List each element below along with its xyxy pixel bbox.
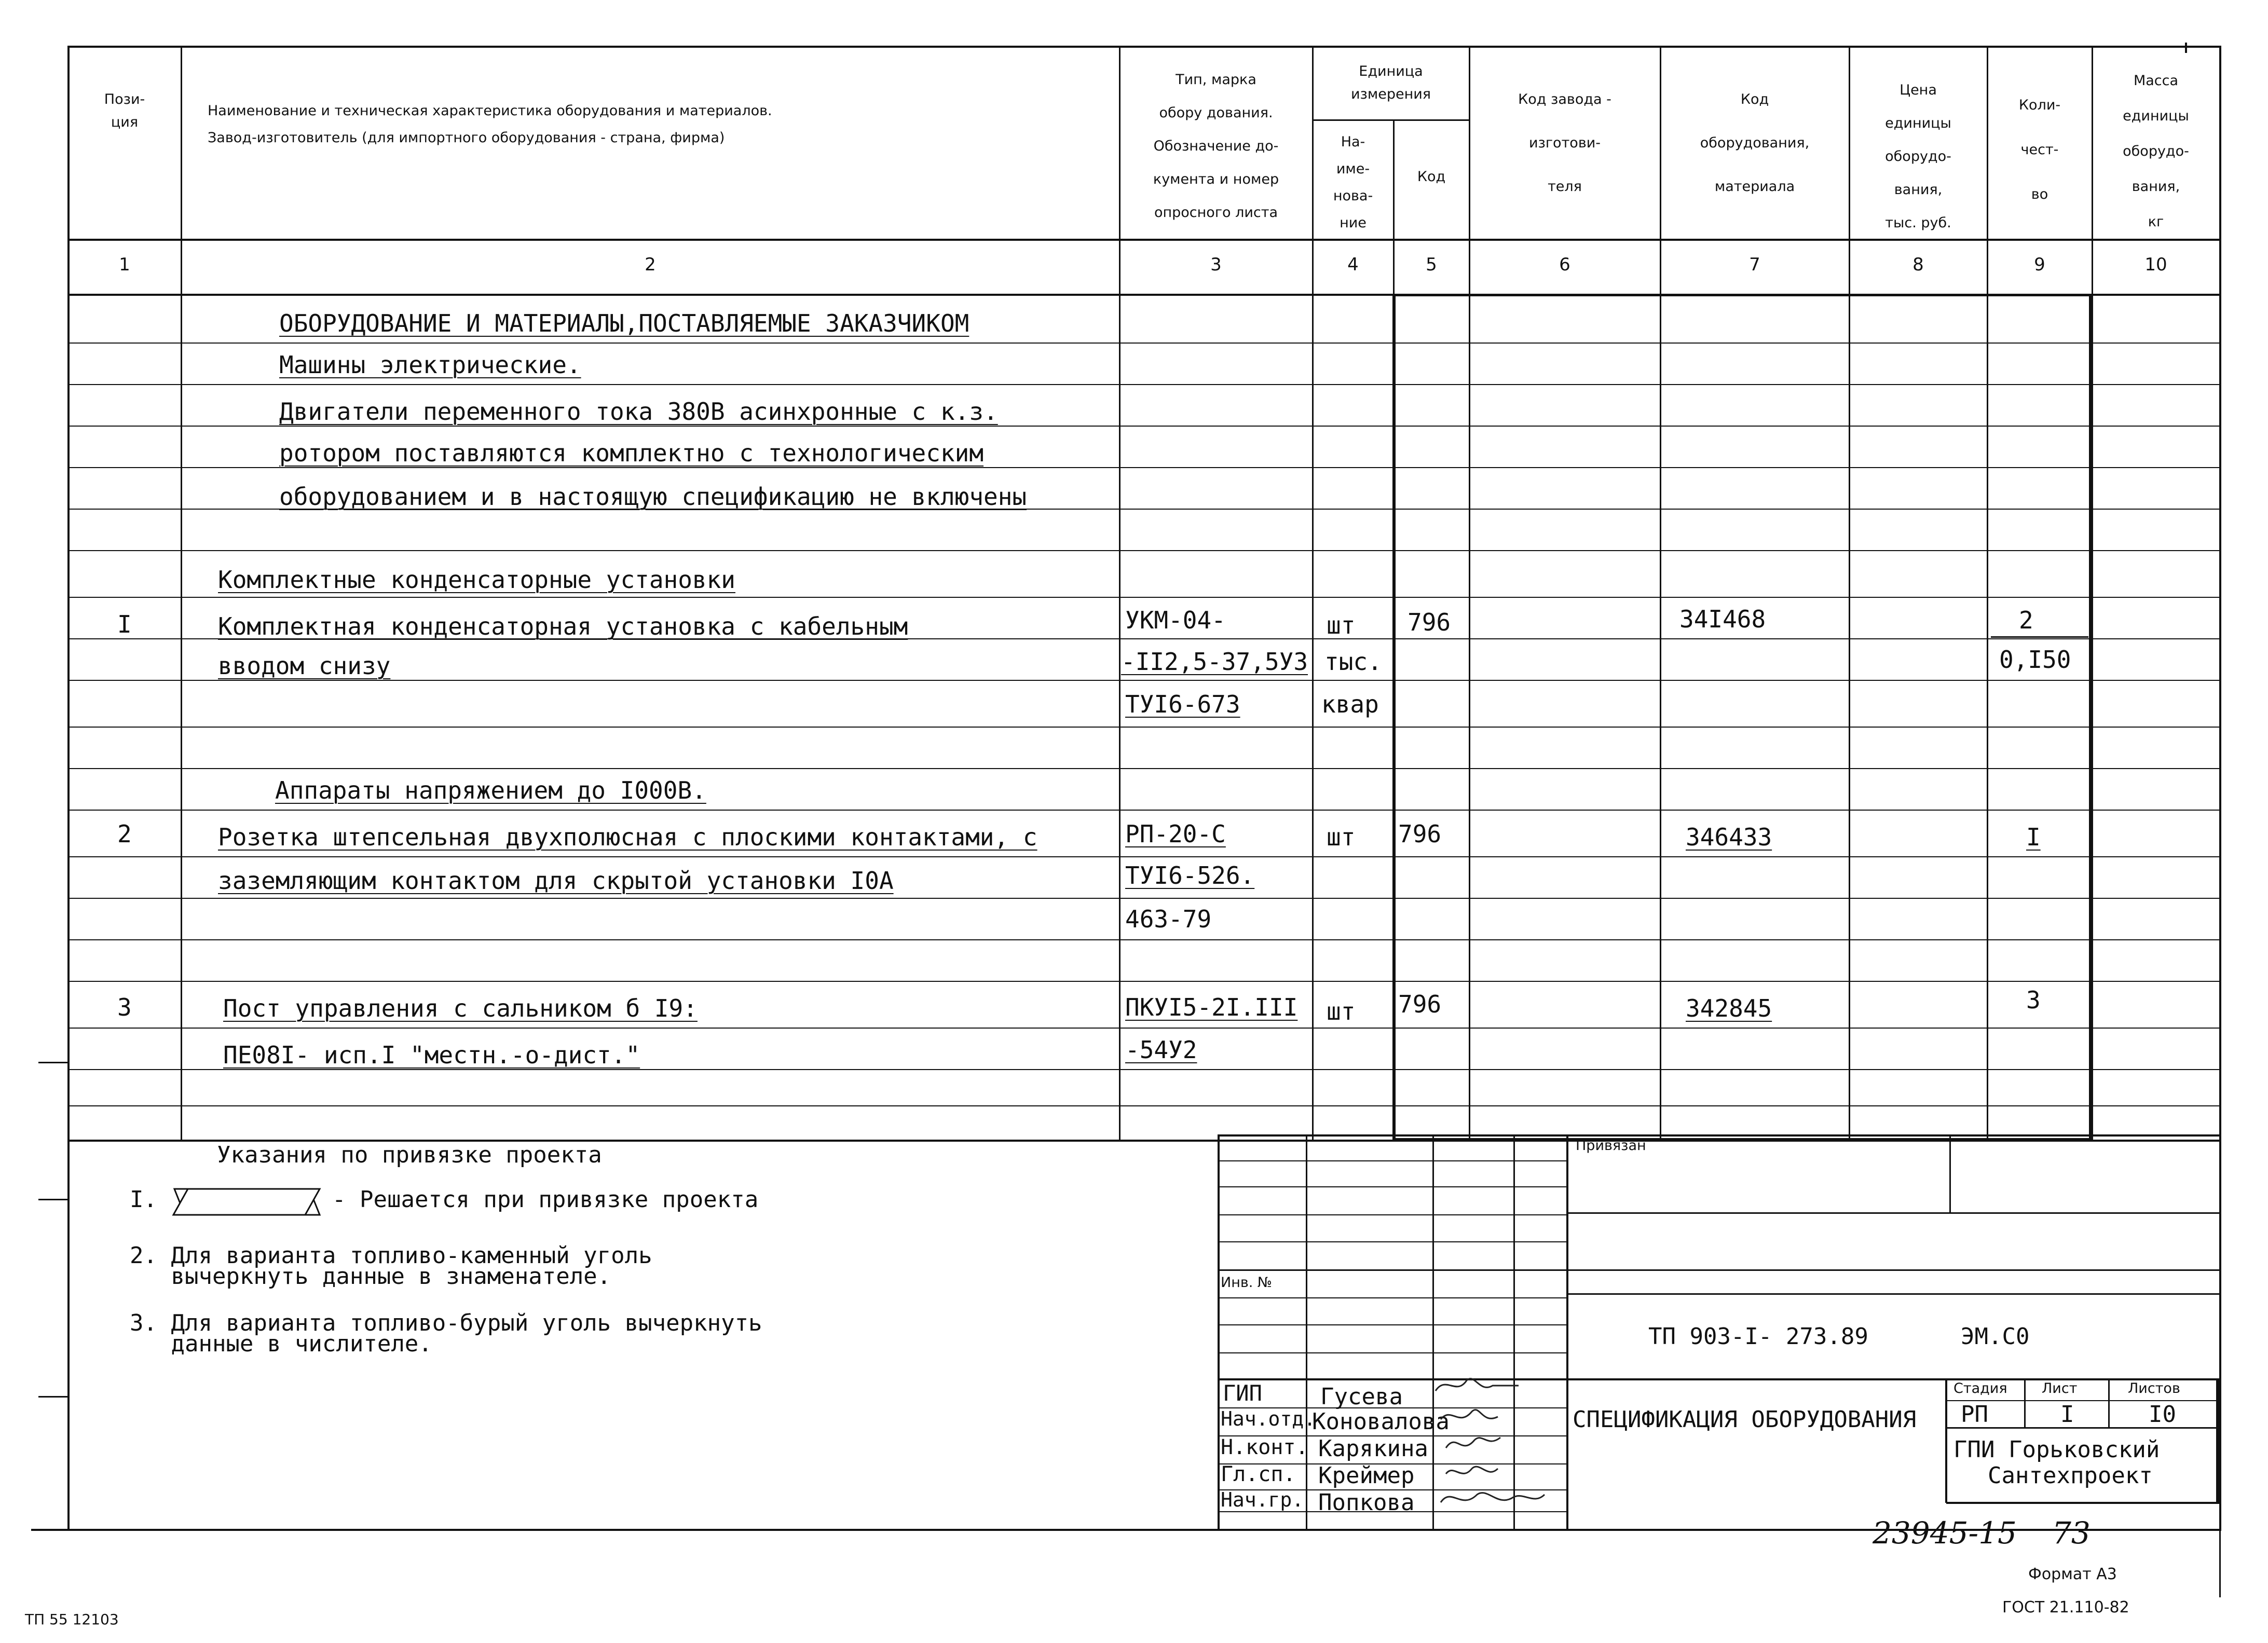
tb-grid-h	[1218, 1297, 1566, 1298]
item2-type-line-2: ТУI6-526.	[1125, 861, 1255, 889]
tb-role-gip: ГИП	[1223, 1380, 1262, 1406]
item1-type-line-1: УКМ-04-	[1125, 606, 1226, 634]
tb-sheet-label: Лист	[2042, 1380, 2078, 1396]
margin-tick	[38, 1199, 67, 1200]
col-number: 1	[119, 254, 130, 275]
right-margin-mark	[2219, 1530, 2221, 1597]
note-3: 3. Для варианта топливо-бурый уголь вычеркнуть данные в числителе.	[130, 1310, 762, 1357]
row-line	[69, 384, 2221, 385]
item1-unit-code: 796	[1408, 608, 1451, 636]
item3-name-line-2: ПЕ08I- исп.I "местн.-о-дист."	[223, 1041, 640, 1069]
row-line	[69, 856, 2221, 857]
item1-type-line-3: ТУI6-673	[1125, 690, 1240, 718]
row-line	[69, 1105, 2221, 1106]
item3-quantity: 3	[2026, 986, 2041, 1014]
tb-docode-top	[1567, 1293, 2221, 1295]
item1-quantity-numerator: 2	[2019, 606, 2033, 634]
tb-right-edge	[2216, 1378, 2219, 1504]
row-line	[69, 597, 2221, 598]
item2-type-line-3: 463-79	[1125, 905, 1212, 933]
row-line	[69, 981, 2221, 982]
subsection-machines: Машины электрические.	[279, 351, 581, 379]
col-number: 6	[1559, 254, 1570, 275]
row-line	[69, 426, 2221, 427]
gost-label: ГОСТ 21.110-82	[2002, 1598, 2129, 1617]
section-heading-apparatus: Аппараты напряжением до I000В.	[275, 776, 706, 804]
item1-quantity-fraction-bar	[1991, 636, 2088, 638]
row-line	[69, 1028, 2221, 1029]
item3-unit-code: 796	[1398, 990, 1442, 1018]
tb-doc-title: СПЕЦИФИКАЦИЯ ОБОРУДОВАНИЯ	[1573, 1406, 1917, 1433]
item3-type-line-1: ПКУI5-2I.III	[1125, 993, 1298, 1021]
left-code-label: ТП 55 12103	[25, 1611, 119, 1628]
tb-inv-no-label: Инв. №	[1221, 1275, 1273, 1291]
col-number: 9	[2034, 254, 2045, 275]
row-line	[69, 898, 2221, 899]
note-1-text: - Решается при привязке проекта	[332, 1186, 759, 1213]
row-line	[69, 727, 2221, 728]
tb-name-kreimer: Креймер	[1318, 1462, 1415, 1489]
tb-grid-v	[1306, 1134, 1307, 1530]
col-number: 4	[1347, 254, 1359, 275]
tb-name-karyakina: Карякина	[1318, 1435, 1428, 1462]
item1-unit-line-2: тыс.	[1324, 648, 1382, 676]
row-line	[69, 939, 2221, 940]
item2-position: 2	[117, 820, 132, 848]
col-number: 3	[1210, 254, 1222, 275]
item2-type-line-1: РП-20-С	[1125, 820, 1226, 848]
tb-sheet-value: I	[2060, 1401, 2074, 1428]
header-type: Тип, марка обору дования. Обозначение до- кумента и номер опросного листа	[1153, 72, 1279, 221]
tb-privyazan-divider	[1949, 1134, 1951, 1213]
row-line	[69, 550, 2221, 551]
margin-tick	[38, 1062, 67, 1063]
item2-name-line-2: заземляющим контактом для скрытой установки I0А	[218, 867, 894, 895]
header-name: Наименование и техническая характеристика оборудования и материалов. Завод-изготовитель (для импортного оборудования - страна, фирма)	[208, 103, 772, 146]
item1-unit-line-1: шт	[1327, 611, 1356, 639]
tb-sheets-value: I0	[2149, 1401, 2176, 1428]
tb-name-guseva: Гусева	[1320, 1384, 1403, 1410]
tb-role-chief-spec: Гл.сп.	[1221, 1462, 1296, 1486]
item3-position: 3	[117, 993, 132, 1021]
col-line-1	[181, 46, 182, 1141]
row-line	[69, 810, 2221, 811]
tb-stage-label: Стадия	[1953, 1380, 2007, 1396]
header-unit-group: Единица измерения	[1350, 63, 1431, 102]
archive-page-number: 73	[2052, 1515, 2091, 1551]
tb-grid-v	[1566, 1134, 1568, 1530]
header-plant-code: Код завода - изготови- теля	[1518, 91, 1611, 195]
tb-grid-h	[1218, 1186, 1566, 1187]
tb-grid-h	[1218, 1160, 1566, 1161]
section-heading-customer: ОБОРУДОВАНИЕ И МАТЕРИАЛЫ,ПОСТАВЛЯЕМЫЕ ЗАКАЗЧИКОМ	[279, 309, 969, 337]
item2-unit: шт	[1327, 823, 1356, 851]
item2-name-line-1: Розетка штепсельная двухполюсная с плоскими контактами, с	[218, 823, 1037, 851]
item1-type-line-2: -II2,5-37,5У3	[1121, 648, 1308, 676]
tb-name-popkova: Попкова	[1318, 1489, 1415, 1516]
item2-material-code: 346433	[1686, 823, 1772, 851]
item1-material-code: 34I468	[1679, 605, 1766, 633]
tb-sheets-label: Листов	[2128, 1380, 2180, 1396]
row-line	[69, 1069, 2221, 1070]
tb-name-konovalova: Коновалова	[1312, 1408, 1450, 1435]
item2-quantity: I	[2026, 823, 2041, 851]
tb-grid-h	[1218, 1269, 2221, 1271]
row-line	[69, 467, 2221, 468]
header-unit-name: На- име- нова- ние	[1333, 134, 1373, 231]
header-mass: Масса единицы оборудо- вания, кг	[2123, 73, 2189, 230]
item3-material-code: 342845	[1686, 994, 1772, 1022]
col-number: 10	[2144, 254, 2167, 275]
tb-role-head-group: Нач.гр.	[1221, 1488, 1304, 1511]
col-number: 7	[1749, 254, 1760, 275]
note-2: 2. Для варианта топливо-каменный уголь вычеркнуть данные в знаменателе.	[130, 1242, 652, 1290]
header-position: Пози- ция	[104, 91, 145, 130]
item1-name-line-1: Комплектная конденсаторная установка с кабельным	[218, 612, 908, 640]
motors-note-line-3: оборудованием и в настоящую спецификацию не включены	[279, 483, 1027, 511]
tb-sheet-col	[2108, 1378, 2110, 1428]
tb-privyazan-bottom	[1567, 1212, 2221, 1214]
motors-note-line-2: ротором поставляются комплектно с технологическим	[279, 439, 984, 467]
item3-unit: шт	[1327, 997, 1356, 1025]
item2-unit-code: 796	[1398, 820, 1442, 848]
tb-grid-h	[1218, 1241, 1566, 1242]
row-line	[69, 768, 2221, 769]
item1-quantity-denominator: 0,I50	[1999, 646, 2071, 674]
col-number: 5	[1426, 254, 1437, 275]
margin-tick	[38, 1396, 67, 1398]
col-number: 8	[1912, 254, 1924, 275]
header-quantity: Коли- чест- во	[2018, 97, 2061, 202]
unit-subheader-line	[1312, 119, 1470, 121]
item1-position: I	[117, 610, 132, 638]
archive-number: 23945-15	[1873, 1515, 2017, 1551]
tb-doc-code: ТП 903-I- 273.89	[1648, 1323, 1868, 1350]
tb-role-head-dept: Нач.отд.	[1221, 1407, 1316, 1430]
tb-grid-h	[1218, 1214, 1566, 1215]
item3-name-line-1: Пост управления с сальником б I9:	[223, 994, 698, 1022]
note-1-number: I.	[130, 1186, 157, 1213]
item1-name-line-2: вводом снизу	[218, 652, 391, 680]
item3-type-line-2: -54У2	[1125, 1036, 1197, 1064]
corner-mark	[2185, 43, 2187, 53]
tb-org-line-2: Сантехпроект	[1988, 1462, 2153, 1489]
col-number: 2	[645, 254, 656, 275]
note-1-parallelogram-icon	[169, 1186, 325, 1217]
notes-title: Указания по привязке проекта	[217, 1142, 602, 1168]
format-label: Формат А3	[2028, 1565, 2117, 1583]
tb-grid-h	[1218, 1324, 1566, 1325]
tb-doc-mark: ЭМ.С0	[1961, 1323, 2030, 1350]
tb-stage-value: РП	[1961, 1401, 1988, 1428]
motors-note-line-1: Двигатели переменного тока 380В асинхронные с к.з.	[279, 398, 998, 426]
tb-role-norm-control: Н.конт.	[1221, 1435, 1308, 1459]
row-line	[69, 343, 2221, 344]
tb-org-line-1: ГПИ Горьковский	[1953, 1436, 2160, 1463]
signatures-graphic	[1430, 1370, 1565, 1521]
header-price: Цена единицы оборудо- вания, тыс. руб.	[1885, 82, 1951, 231]
header-unit-code: Код	[1417, 169, 1446, 185]
tb-privyazan-label: Привязан	[1576, 1138, 1646, 1154]
row-line	[69, 680, 2221, 681]
section-heading-capacitor: Комплектные конденсаторные установки	[218, 566, 735, 594]
header-material-code: Код оборудования, материала	[1700, 91, 1810, 195]
tb-org-bottom	[1946, 1502, 2221, 1504]
tb-stage-divider	[1945, 1378, 1947, 1503]
tb-stage-col	[2024, 1378, 2026, 1428]
item1-unit-line-3: квар	[1321, 690, 1379, 718]
table-top-border	[69, 46, 2221, 48]
tb-grid-h	[1218, 1352, 1566, 1353]
